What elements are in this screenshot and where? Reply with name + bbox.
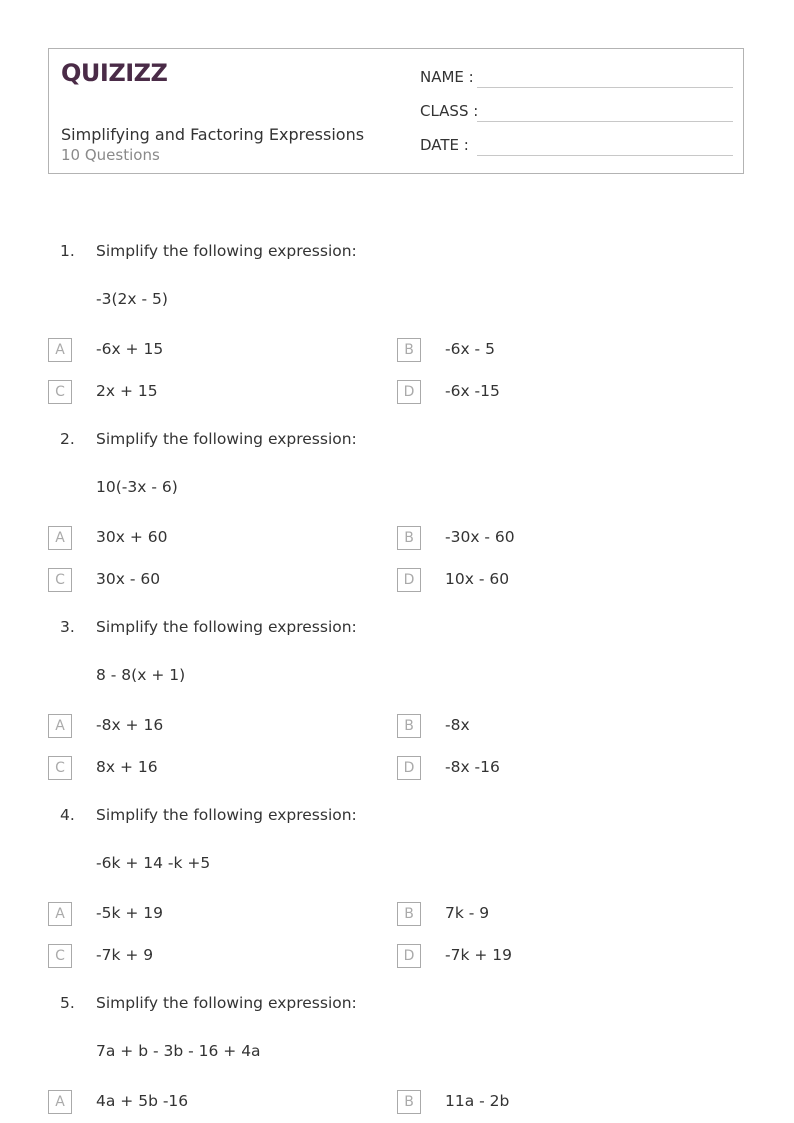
name-field[interactable] [420, 66, 733, 90]
option-text: -5k + 19 [96, 904, 163, 922]
option-text: -30x - 60 [445, 528, 515, 546]
question-prompt: Simplify the following expression: [96, 806, 357, 824]
date-label: DATE : [420, 136, 469, 154]
option-text: -7k + 9 [96, 946, 154, 964]
question-number: 4. [60, 806, 75, 824]
option-text: -6x + 15 [96, 340, 164, 358]
option-letter-box[interactable]: A [48, 338, 72, 362]
option-letter-box[interactable]: B [397, 526, 421, 550]
worksheet-title: Simplifying and Factoring Expressions [61, 125, 365, 144]
option-letter-box[interactable]: D [397, 756, 421, 780]
option-text: -6x -15 [445, 382, 500, 400]
option-letter-box[interactable]: B [397, 1090, 421, 1114]
worksheet-header [48, 48, 744, 174]
question-expression: -3(2x - 5) [96, 290, 168, 308]
option-letter-box[interactable]: C [48, 380, 72, 404]
option-text: 4a + 5b -16 [96, 1092, 189, 1110]
name-label: NAME : [420, 68, 474, 86]
question-expression: -6k + 14 -k +5 [96, 854, 211, 872]
option-letter-box[interactable]: A [48, 902, 72, 926]
option-text: -8x + 16 [96, 716, 164, 734]
question-expression: 8 - 8(x + 1) [96, 666, 186, 684]
question-count: 10 Questions [61, 146, 160, 164]
quizizz-logo: QUIZIZZ [61, 59, 168, 87]
question-expression: 10(-3x - 6) [96, 478, 178, 496]
class-label: CLASS : [420, 102, 479, 120]
question-prompt: Simplify the following expression: [96, 242, 357, 260]
option-letter-box[interactable]: A [48, 526, 72, 550]
option-letter-box[interactable]: A [48, 1090, 72, 1114]
option-text: 11a - 2b [445, 1092, 510, 1110]
date-field[interactable] [420, 134, 733, 158]
class-field[interactable] [420, 100, 733, 124]
option-letter-box[interactable]: B [397, 902, 421, 926]
option-letter-box[interactable]: D [397, 568, 421, 592]
option-letter-box[interactable]: D [397, 380, 421, 404]
option-text: 30x + 60 [96, 528, 168, 546]
option-text: 8x + 16 [96, 758, 158, 776]
option-letter-box[interactable]: C [48, 568, 72, 592]
option-letter-box[interactable]: B [397, 338, 421, 362]
option-letter-box[interactable]: C [48, 944, 72, 968]
question-number: 1. [60, 242, 75, 260]
name-line[interactable] [477, 87, 733, 88]
option-text: 2x + 15 [96, 382, 158, 400]
option-letter-box[interactable]: C [48, 756, 72, 780]
question-number: 3. [60, 618, 75, 636]
question-expression: 7a + b - 3b - 16 + 4a [96, 1042, 261, 1060]
option-text: 10x - 60 [445, 570, 510, 588]
question-number: 5. [60, 994, 75, 1012]
option-text: -8x -16 [445, 758, 500, 776]
class-line[interactable] [477, 121, 733, 122]
date-line[interactable] [477, 155, 733, 156]
option-letter-box[interactable]: D [397, 944, 421, 968]
question-number: 2. [60, 430, 75, 448]
question-prompt: Simplify the following expression: [96, 618, 357, 636]
option-letter-box[interactable]: B [397, 714, 421, 738]
option-letter-box[interactable]: A [48, 714, 72, 738]
option-text: -7k + 19 [445, 946, 512, 964]
option-text: 7k - 9 [445, 904, 490, 922]
question-prompt: Simplify the following expression: [96, 430, 357, 448]
option-text: -6x - 5 [445, 340, 495, 358]
option-text: -8x [445, 716, 470, 734]
option-text: 30x - 60 [96, 570, 161, 588]
question-prompt: Simplify the following expression: [96, 994, 357, 1012]
